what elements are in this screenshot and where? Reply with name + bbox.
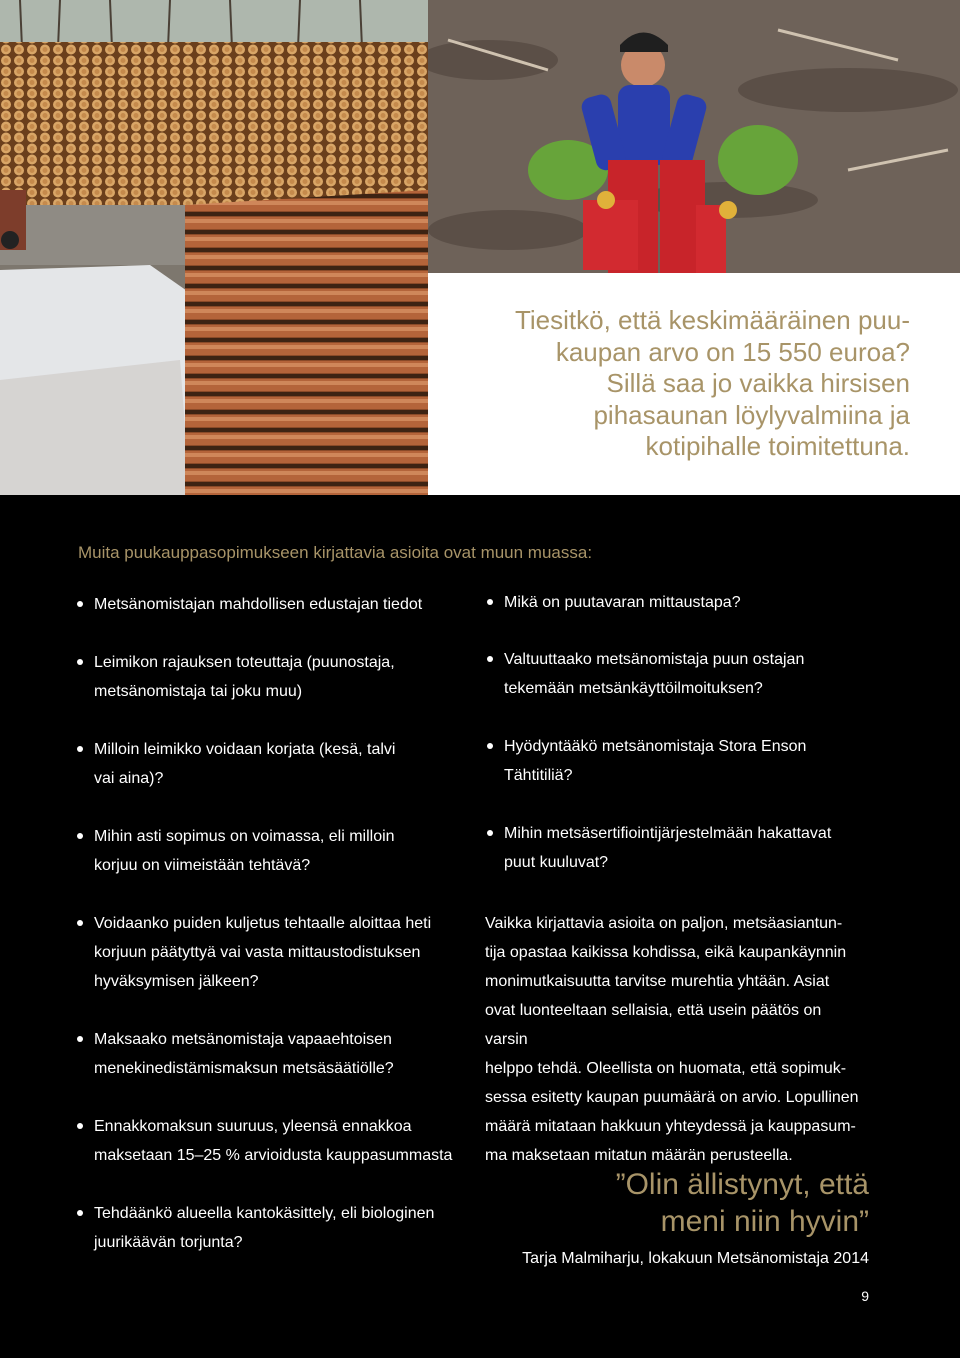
list-item xyxy=(487,645,874,703)
list-item-line: menekinedistämismaksun metsäsäätiölle? xyxy=(94,1060,394,1077)
callout-line: Sillä saa jo vaikka hirsisen xyxy=(606,368,910,398)
list-item xyxy=(77,822,474,880)
list-item xyxy=(487,732,874,790)
list-item-line: Milloin leimikko voidaan korjata (kesä, talvi xyxy=(94,741,396,758)
list-item xyxy=(77,648,474,706)
list-item-line: hyväksymisen jälkeen? xyxy=(94,973,259,990)
list-item-line: korjuun päätyttyä vai vasta mittaustodistuksen xyxy=(94,944,421,961)
pull-quote xyxy=(509,1166,869,1240)
paragraph-line: ma maksetaan mitatun määrän perusteella. xyxy=(485,1147,793,1164)
paragraph-line: määrä mitataan hakkuun yhteydessä ja kauppasum- xyxy=(485,1118,856,1135)
section-intro: Muita puukauppasopimukseen kirjattavia asioita ovat muun muassa: xyxy=(78,543,593,562)
list-item xyxy=(487,819,874,877)
list-item-line: korjuu on viimeistään tehtävä? xyxy=(94,857,311,874)
list-item-line: vai aina)? xyxy=(94,770,164,787)
list-item xyxy=(77,1112,474,1170)
list-item xyxy=(77,590,474,619)
list-item-line: Mihin metsäsertifiointijärjestelmään hakattavat xyxy=(504,825,832,842)
list-item-line: Tähtitiliä? xyxy=(504,767,573,784)
paragraph-line: helppo tehdä. Oleellista on huomata, että sopimuk- xyxy=(485,1060,847,1077)
callout-box xyxy=(428,273,960,495)
callout-line: pihasaunan löylyvalmiina ja xyxy=(593,399,910,430)
callout-line: Tiesitkö, että keskimääräinen puu- xyxy=(514,305,910,335)
list-item-line: maksetaan 15–25 % arvioidusta kauppasummasta xyxy=(94,1147,453,1164)
list-item-line: metsänomistaja tai joku muu) xyxy=(94,683,303,700)
list-item xyxy=(77,1199,474,1257)
quote-attribution: Tarja Malmiharju, lokakuun Metsänomistaja 2014 xyxy=(522,1250,869,1267)
callout-line: kotipihalle toimitettuna. xyxy=(645,431,910,461)
list-item-line: juurikäävän torjunta? xyxy=(94,1234,243,1251)
body-paragraph xyxy=(485,909,865,1170)
paragraph-line: Vaikka kirjattavia asioita on paljon, metsäasiantun- xyxy=(485,915,843,932)
tree-planter-photo xyxy=(428,0,960,273)
list-item xyxy=(77,1025,474,1083)
paragraph-line: tija opastaa kaikissa kohdissa, eikä kaupankäynnin xyxy=(485,944,847,961)
quote-line: ”Olin ällistynyt, että xyxy=(615,1168,869,1201)
list-item-line: Valtuuttaako metsänomistaja puun ostajan xyxy=(504,651,805,668)
list-item xyxy=(487,588,874,617)
list-item xyxy=(77,735,474,793)
quote-line: meni niin hyvin” xyxy=(660,1205,869,1238)
page-number: 9 xyxy=(861,1288,869,1304)
list-item-line: Tehdäänkö alueella kantokäsittely, eli biologinen xyxy=(94,1205,435,1222)
list-item-line: tekemään metsänkäyttöilmoituksen? xyxy=(504,680,763,697)
list-item-line: Ennakkomaksun suuruus, yleensä ennakkoa xyxy=(94,1118,412,1135)
list-item-line: Voidaanko puiden kuljetus tehtaalle aloittaa heti xyxy=(94,915,432,932)
callout-text xyxy=(470,305,910,463)
list-item-line: Leimikon rajauksen toteuttaja (puunostaja, xyxy=(94,654,395,671)
callout-line: kaupan arvo on 15 550 euroa? xyxy=(555,336,910,367)
paragraph-line: sessa esitetty kaupan puumäärä on arvio. Lopullinen xyxy=(485,1089,859,1106)
list-item-line: Mihin asti sopimus on voimassa, eli milloin xyxy=(94,828,395,845)
list-item-line: Mikä on puutavaran mittaustapa? xyxy=(504,594,741,611)
list-item-line: Hyödyntääkö metsänomistaja Stora Enson xyxy=(504,738,807,755)
paragraph-line: ovat luonteeltaan sellaisia, että usein päätös on varsin xyxy=(485,1002,822,1048)
list-item-line: Metsänomistajan mahdollisen edustajan tiedot xyxy=(94,596,423,613)
list-item xyxy=(77,909,474,996)
paragraph-line: monimutkaisuutta tarvitse murehtia yhtään. Asiat xyxy=(485,973,830,990)
log-pile-photo xyxy=(0,0,428,495)
list-item-line: puut kuuluvat? xyxy=(504,854,609,871)
list-item-line: Maksaako metsänomistaja vapaaehtoisen xyxy=(94,1031,392,1048)
